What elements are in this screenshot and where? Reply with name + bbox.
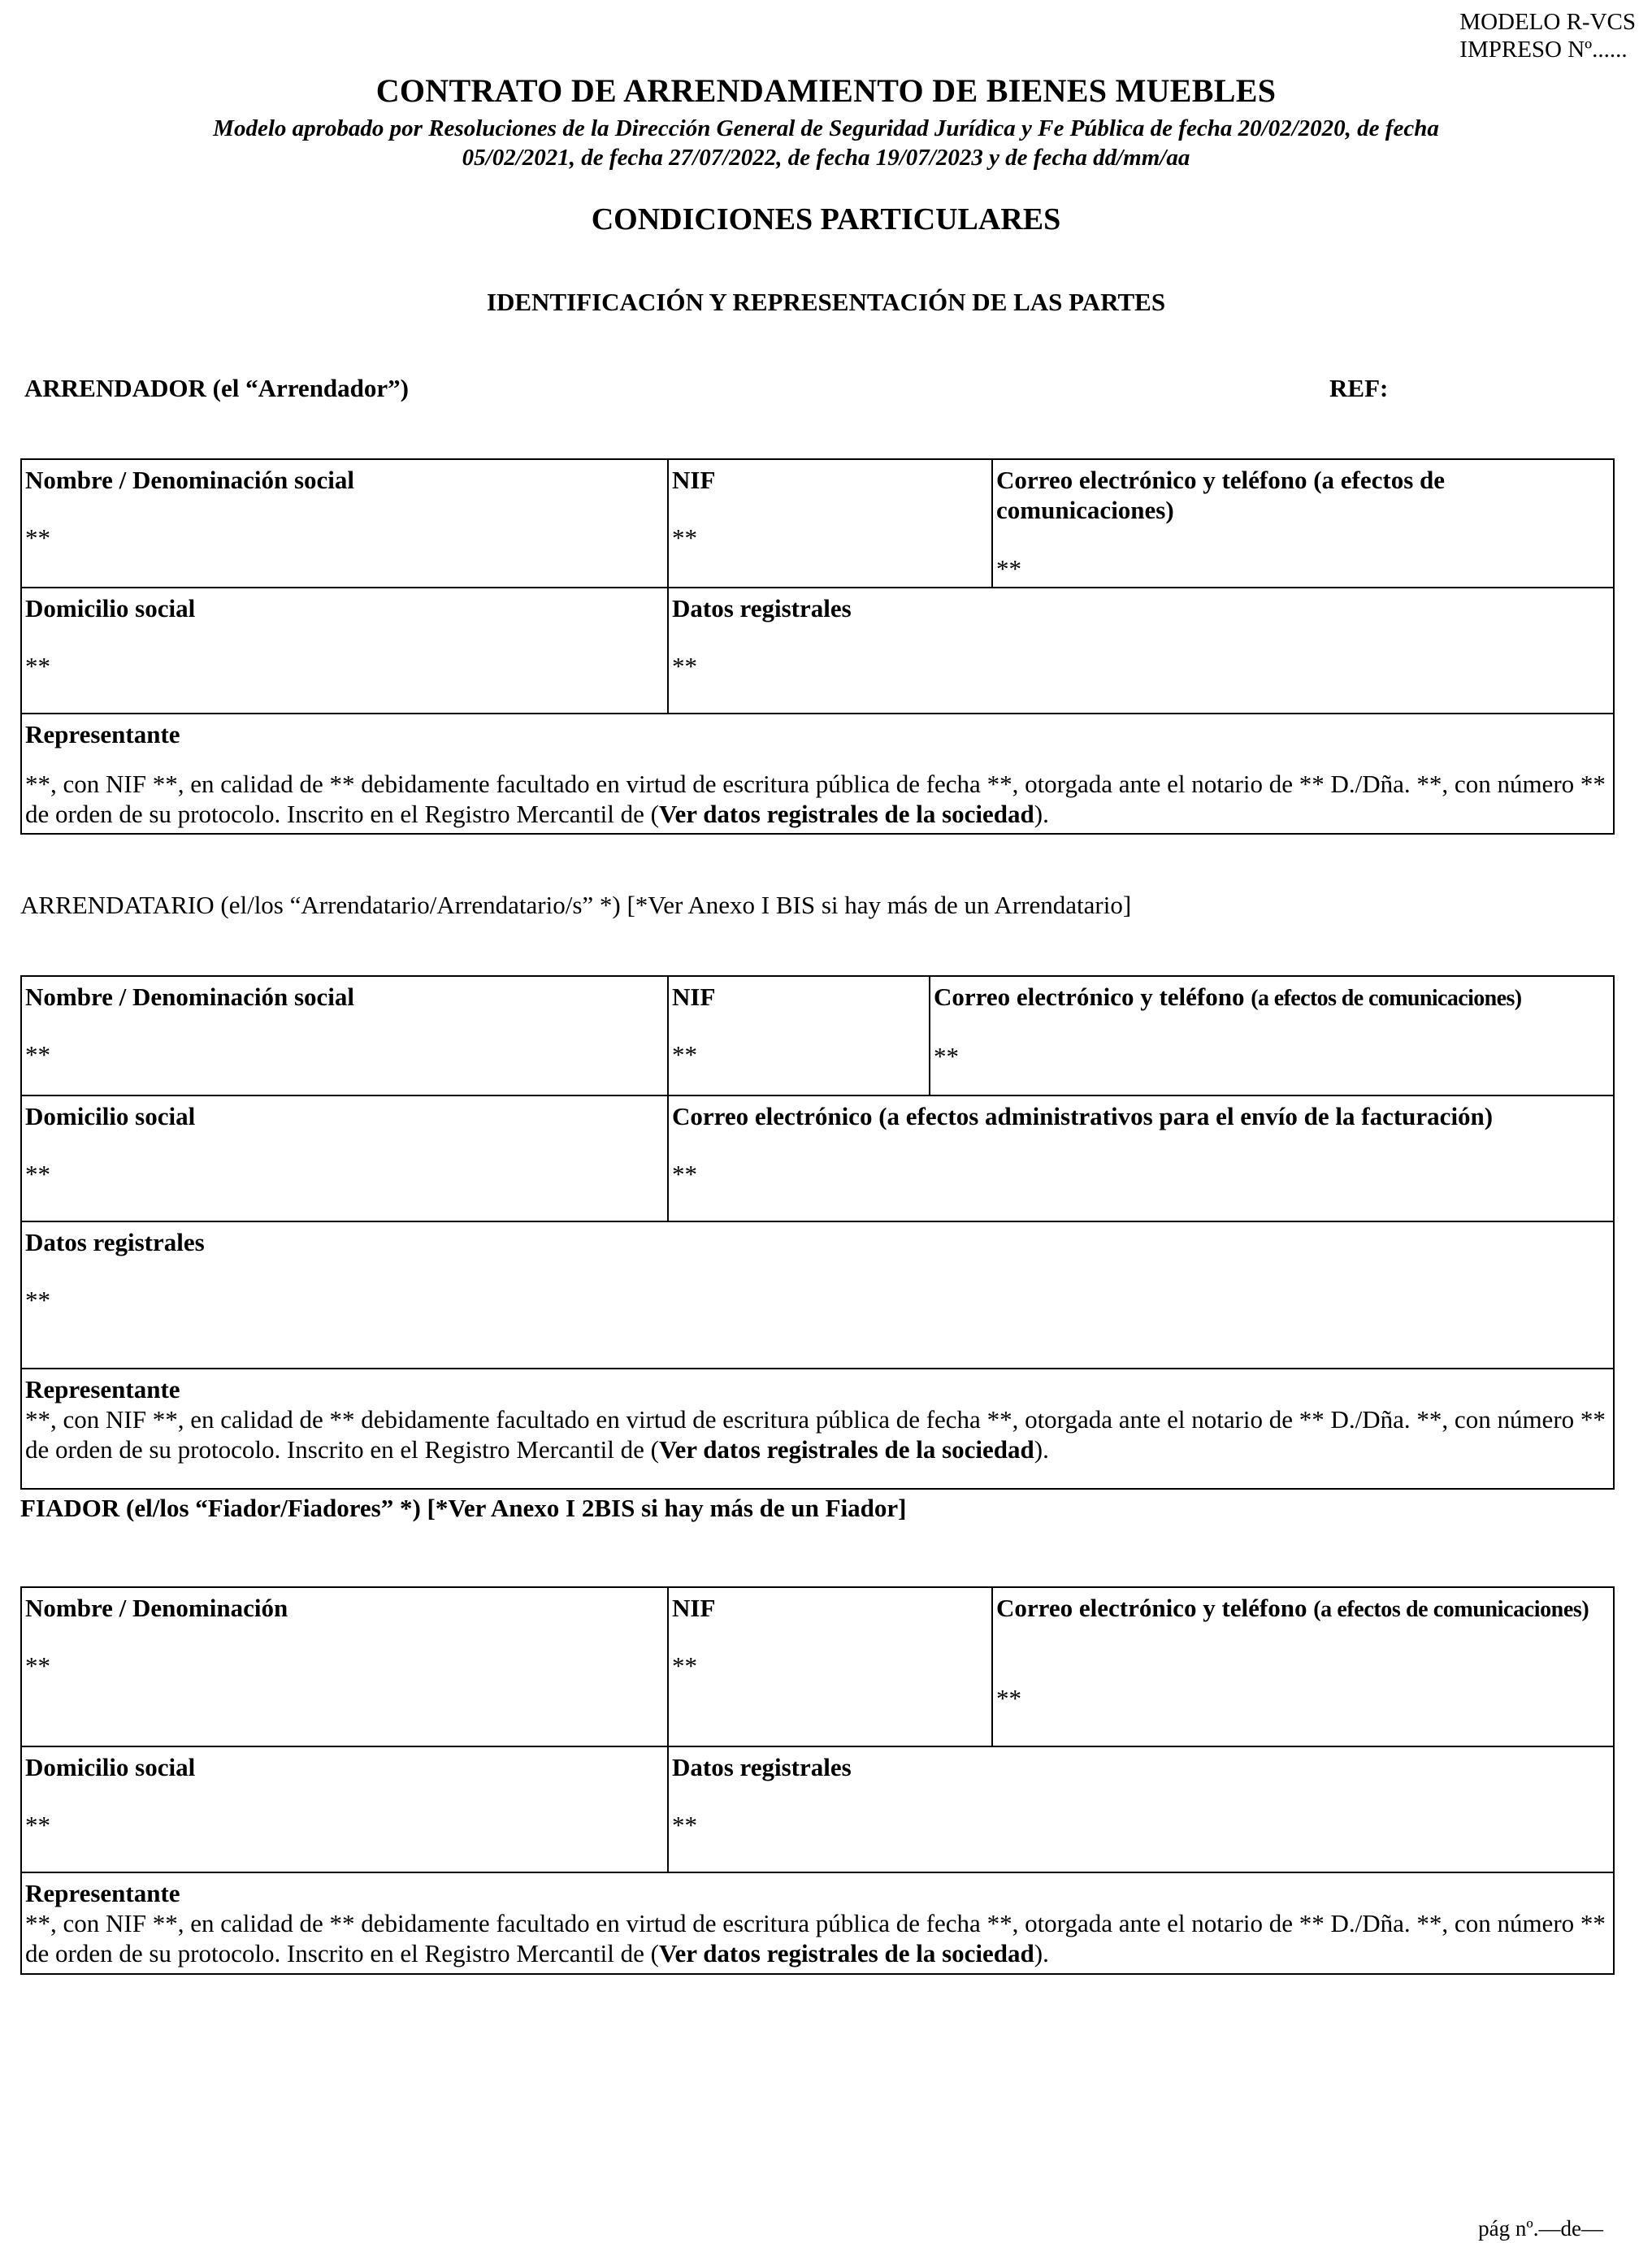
fiador-rep-label: Representante bbox=[25, 1879, 180, 1907]
arrendatario-correo-fact-cell bbox=[668, 1095, 1614, 1221]
arrendador-registrales-value[interactable]: ** bbox=[672, 652, 697, 680]
arrendatario-nombre-cell bbox=[21, 976, 668, 1095]
conditions-heading: CONDICIONES PARTICULARES bbox=[591, 202, 1061, 236]
arrendador-nombre-cell bbox=[21, 459, 668, 588]
arrendatario-nombre-label: Nombre / Denominación social bbox=[25, 983, 354, 1011]
arrendatario-representante-cell bbox=[21, 1369, 1614, 1489]
arrendador-correo-value[interactable]: ** bbox=[996, 554, 1021, 583]
fiador-correo-cell bbox=[992, 1587, 1614, 1746]
arrendador-correo-cell bbox=[992, 459, 1614, 588]
arrendador-rep-label: Representante bbox=[25, 720, 180, 748]
arrendador-registrales-cell bbox=[668, 588, 1614, 714]
arrendador-nif-cell bbox=[668, 459, 992, 588]
arrendatario-correo-fact-value[interactable]: ** bbox=[672, 1160, 697, 1188]
model-code: MODELO R-VCS bbox=[1459, 9, 1636, 35]
fiador-rep-text[interactable]: **, con NIF **, en calidad de ** debidamente facultado en virtud de escritura pública de fecha **, otorgada ante el notario de ** D./Dña. **, con número ** de orden de su protocolo. Inscrito en el Registro Mercantil de (Ver datos registrales de la sociedad). bbox=[25, 1909, 1606, 1967]
arrendatario-table bbox=[20, 975, 1615, 1490]
fiador-correo-label: Correo electrónico y teléfono (a efectos de comunicaciones) bbox=[996, 1594, 1589, 1622]
arrendatario-heading: ARRENDATARIO (el/los “Arrendatario/Arrendatario/s” *) [*Ver Anexo I BIS si hay más de un Arrendatario] bbox=[20, 891, 1132, 919]
fiador-registrales-value[interactable]: ** bbox=[672, 1811, 697, 1839]
arrendatario-nif-value[interactable]: ** bbox=[672, 1040, 697, 1069]
arrendador-rep-text[interactable]: **, con NIF **, en calidad de ** debidamente facultado en virtud de escritura pública de fecha **, otorgada ante el notario de ** D./Dña. **, con número ** de orden de su protocolo. Inscrito en el Registro Mercantil de (Ver datos registrales de la sociedad). bbox=[25, 770, 1606, 828]
arrendatario-registrales-label: Datos registrales bbox=[25, 1228, 205, 1256]
arrendador-representante-cell bbox=[21, 714, 1614, 834]
arrendador-domicilio-cell bbox=[21, 588, 668, 714]
arrendatario-domicilio-cell bbox=[21, 1095, 668, 1221]
arrendatario-correo-label: Correo electrónico y teléfono (a efectos de comunicaciones) bbox=[934, 983, 1522, 1011]
arrendador-correo-label: Correo electrónico y teléfono (a efectos de comunicaciones) bbox=[996, 466, 1446, 524]
arrendador-table bbox=[20, 458, 1615, 835]
subtitle-line-1: Modelo aprobado por Resoluciones de la Dirección General de Seguridad Jurídica y Fe Pública de fecha 20/02/2020, de fecha bbox=[213, 115, 1439, 141]
fiador-table bbox=[20, 1586, 1615, 1975]
arrendador-nif-value[interactable]: ** bbox=[672, 523, 697, 552]
fiador-nombre-cell bbox=[21, 1587, 668, 1746]
arrendatario-nif-cell bbox=[668, 976, 930, 1095]
arrendador-domicilio-value[interactable]: ** bbox=[25, 652, 50, 680]
fiador-nif-value[interactable]: ** bbox=[672, 1651, 697, 1680]
identification-heading: IDENTIFICACIÓN Y REPRESENTACIÓN DE LAS PARTES bbox=[486, 288, 1166, 316]
fiador-nif-cell bbox=[668, 1587, 992, 1746]
arrendatario-rep-text[interactable]: **, con NIF **, en calidad de ** debidamente facultado en virtud de escritura pública de fecha **, otorgada ante el notario de ** D./Dña. **, con número ** de orden de su protocolo. Inscrito en el Registro Mercantil de (Ver datos registrales de la sociedad). bbox=[25, 1405, 1606, 1464]
fiador-nif-label: NIF bbox=[672, 1594, 716, 1622]
fiador-domicilio-value[interactable]: ** bbox=[25, 1811, 50, 1839]
arrendatario-registrales-value[interactable]: ** bbox=[25, 1286, 50, 1314]
document-subtitle bbox=[0, 114, 1652, 172]
document-title: CONTRATO DE ARRENDAMIENTO DE BIENES MUEBLES bbox=[375, 72, 1277, 109]
fiador-representante-cell bbox=[21, 1872, 1614, 1974]
arrendador-nif-label: NIF bbox=[672, 466, 716, 494]
arrendatario-domicilio-value[interactable]: ** bbox=[25, 1160, 50, 1188]
arrendatario-domicilio-label: Domicilio social bbox=[25, 1102, 196, 1130]
impreso-number: IMPRESO Nº...... bbox=[1459, 37, 1628, 63]
fiador-correo-value[interactable]: ** bbox=[996, 1684, 1021, 1712]
arrendatario-correo-cell bbox=[930, 976, 1614, 1095]
fiador-heading: FIADOR (el/los “Fiador/Fiadores” *) [*Ver Anexo I 2BIS si hay más de un Fiador] bbox=[20, 1494, 907, 1522]
arrendatario-nombre-value[interactable]: ** bbox=[25, 1040, 50, 1069]
fiador-registrales-cell bbox=[668, 1746, 1614, 1872]
arrendador-nombre-label: Nombre / Denominación social bbox=[25, 466, 354, 494]
page-number: pág nº.—de— bbox=[1478, 2216, 1603, 2241]
fiador-domicilio-cell bbox=[21, 1746, 668, 1872]
arrendatario-correo-value[interactable]: ** bbox=[934, 1042, 959, 1070]
fiador-nombre-label: Nombre / Denominación bbox=[25, 1594, 288, 1622]
model-reference bbox=[1459, 8, 1636, 63]
arrendador-heading: ARRENDADOR (el “Arrendador”) bbox=[24, 374, 409, 402]
arrendador-nombre-value[interactable]: ** bbox=[25, 523, 50, 552]
arrendatario-registrales-cell bbox=[21, 1221, 1614, 1369]
arrendador-domicilio-label: Domicilio social bbox=[25, 594, 196, 623]
arrendatario-nif-label: NIF bbox=[672, 983, 716, 1011]
arrendatario-correo-fact-label: Correo electrónico (a efectos administrativos para el envío de la facturación) bbox=[672, 1102, 1494, 1130]
fiador-registrales-label: Datos registrales bbox=[672, 1753, 852, 1781]
arrendatario-rep-label: Representante bbox=[25, 1375, 180, 1403]
subtitle-line-2: 05/02/2021, de fecha 27/07/2022, de fecha 19/07/2023 y de fecha dd/mm/aa bbox=[462, 145, 1190, 171]
fiador-nombre-value[interactable]: ** bbox=[25, 1651, 50, 1680]
fiador-domicilio-label: Domicilio social bbox=[25, 1753, 196, 1781]
ref-label: REF: bbox=[1329, 374, 1389, 402]
arrendador-registrales-label: Datos registrales bbox=[672, 594, 852, 623]
